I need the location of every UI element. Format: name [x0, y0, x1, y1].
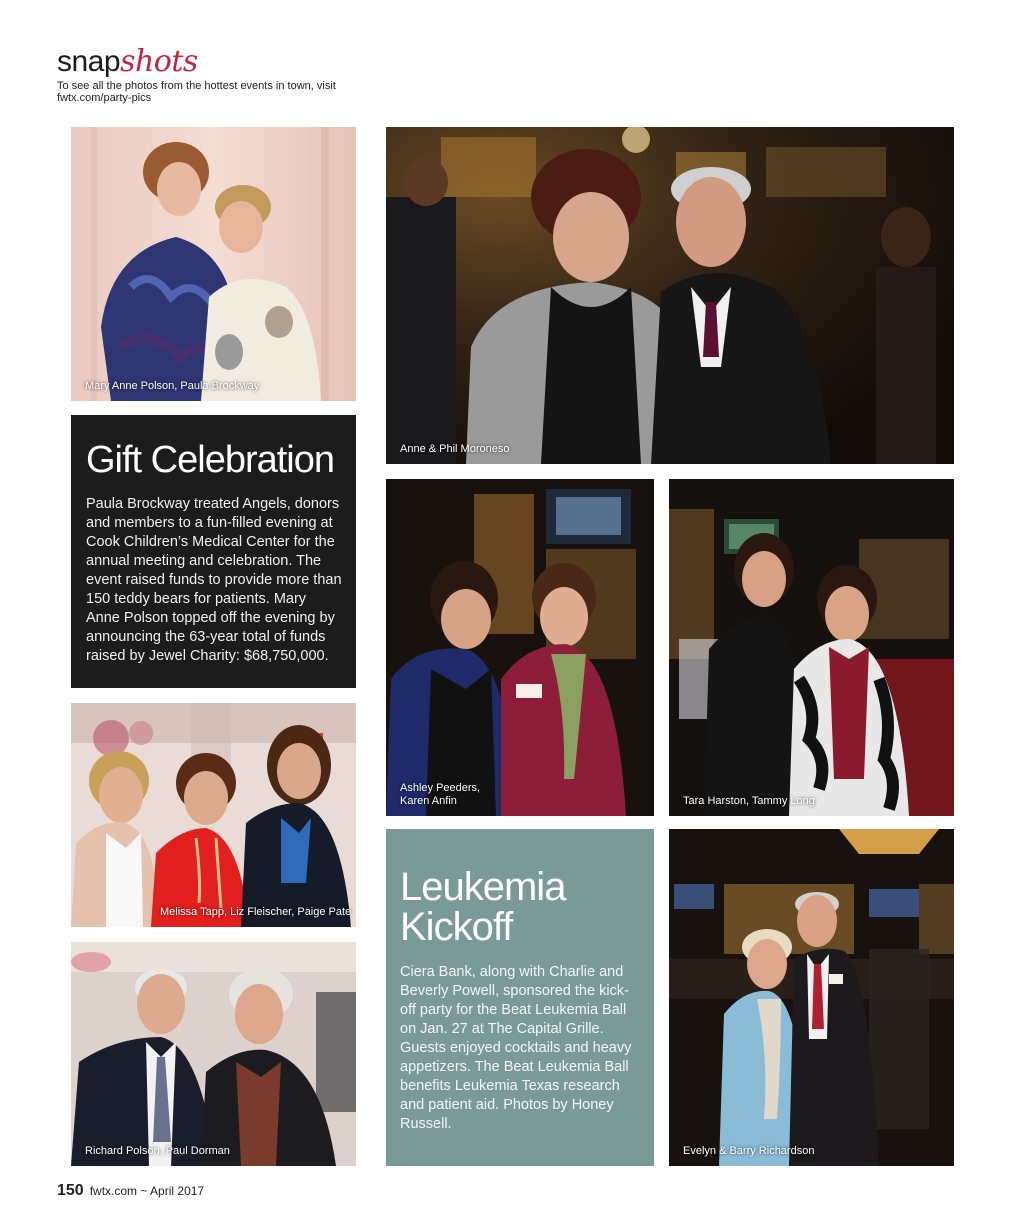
photo-tapp-fleischer-pate	[71, 703, 356, 927]
leukemia-kickoff-body: Ciera Bank, along with Charlie and Beverly Powell, sponsored the kick-off party for the Beat Leukemia Ball on Jan. 27 at The Capital Grille. Guests enjoyed cocktails and heavy appetizers. The Beat Leukemia Ball benefits Leukemia Texas research and patient aid. Photos by Honey Russell.	[400, 964, 632, 1132]
gift-celebration-box	[71, 415, 356, 688]
photo-harston-long	[669, 479, 954, 816]
leukemia-kickoff-box	[386, 829, 654, 1166]
page-footer	[57, 1182, 204, 1200]
photo-caption: Melissa Tapp, Liz Fleischer, Paige Pate	[160, 906, 352, 918]
gift-celebration-title: Gift Celebration	[86, 439, 335, 481]
masthead-tagline: To see all the photos from the hottest events in town, visit fwtx.com/party-pics	[57, 80, 336, 104]
photo-richardson	[669, 829, 954, 1166]
masthead	[57, 46, 377, 104]
brand-logo: snapshots	[57, 44, 198, 79]
gift-celebration-body: Paula Brockway treated Angels, donors and members to a fun-filled evening at Cook Children’s Medical Center for the annual meeting and celebration. The event raised funds to provide more than 150 teddy bears for patients. Mary Anne Polson topped off the evening by announcing the 63-year total of funds raised by Jewel Charity: $68,750,000.	[86, 496, 342, 664]
photo-caption: Evelyn & Barry Richardson	[683, 1145, 815, 1157]
footer-site-date: fwtx.com ~ April 2017	[89, 1184, 205, 1198]
leukemia-kickoff-title: Leukemia Kickoff	[400, 865, 566, 949]
photo-caption: Mary Anne Polson, Paula Brockway	[85, 380, 260, 392]
photo-caption: Ashley Peeders, Karen Anfin	[400, 782, 481, 807]
photo-polson-dorman	[71, 942, 356, 1166]
photo-moroneso	[386, 127, 954, 464]
photo-caption: Tara Harston, Tammy Long	[683, 795, 815, 807]
photo-caption: Richard Polson, Paul Dorman	[85, 1145, 230, 1157]
photo-peeders-anfin	[386, 479, 654, 816]
photo-polson-brockway	[71, 127, 356, 401]
page-number: 150	[57, 1182, 84, 1199]
photo-caption: Anne & Phil Moroneso	[400, 443, 510, 455]
